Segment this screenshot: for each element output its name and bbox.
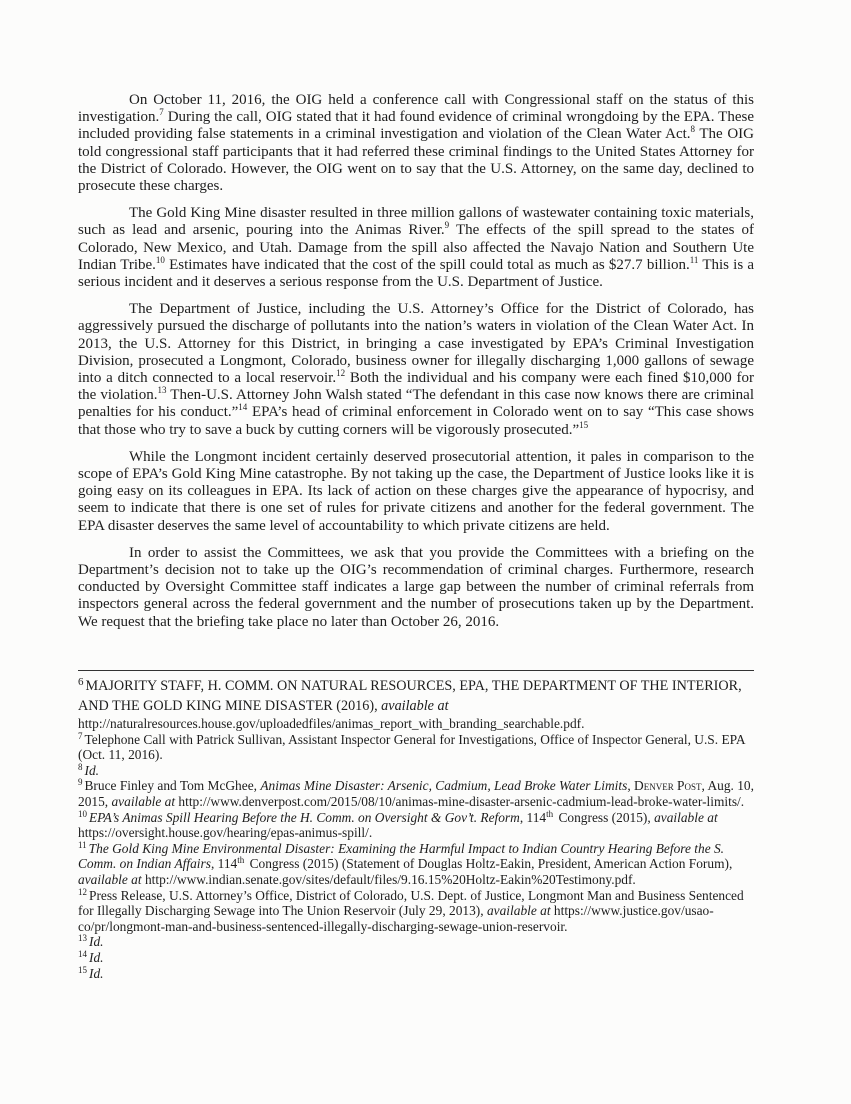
footnote-number: 7 — [78, 730, 83, 741]
text-run: EPA’s head of criminal enforcement in Colorado went on to say “This case shows that those who try to save a buck by cutting corners will be vigorously prosecuted.” — [78, 404, 754, 438]
text-run: On October 11, 2016, the OIG held a conference call with Congressional staff on the status of this investigation. — [78, 92, 754, 126]
footnote-number: 14 — [78, 948, 87, 959]
text-run: Congress (2015) (Statement of Douglas Holtz-Eakin, President, American Action Forum), — [246, 856, 733, 872]
text-run: The Gold King Mine disaster resulted in three million gallons of wastewater containing toxic materials, such as lead and arsenic, pouring into the Animas River. — [78, 205, 754, 239]
footnote-number: 13 — [78, 933, 87, 944]
footnote-number: 12 — [78, 886, 87, 897]
footnote-reference: 12 — [336, 368, 346, 379]
footnote-number: 11 — [78, 839, 87, 850]
text-run: This is a serious incident and it deserves a serious response from the U.S. Department of Justice. — [78, 256, 754, 291]
paragraph-p3 — [78, 301, 754, 439]
text-run: Then-U.S. Attorney John Walsh stated “The defendant in this case now knows there are criminal penalties for his conduct.” — [78, 387, 755, 421]
footnote-reference: 9 — [444, 220, 450, 231]
text-run: , 114 — [210, 856, 238, 872]
small-caps-text: Denver Post — [634, 778, 702, 794]
italic-text: The Gold King Mine Environmental Disaster: Examining the Harmful Impact to Indian Country Hearing Before the S. Comm. on Indian Affairs — [78, 840, 725, 872]
footnote-reference: 8 — [690, 124, 696, 135]
italic-text: Id. — [89, 949, 104, 965]
text-run: , — [627, 778, 635, 794]
footnote-reference: th — [546, 808, 554, 819]
italic-text: Id. — [89, 965, 104, 981]
footnote-fn6b — [78, 716, 754, 732]
text-run: While the Longmont incident certainly deserved prosecutorial attention, it pales in comparison to the scope of EPA’s Gold King Mine catastrophe. By not taking up the case, the Department of Justice looks like it is going easy on its colleagues in EPA. Its lack of action on these charges give the appearance of hypocrisy, and seem to indicate that there is one set of rules for private citizens and another for the federal government. The EPA disaster deserves the same level of accountability to which private citizens are held. — [78, 448, 754, 534]
paragraph-p5 — [78, 545, 754, 631]
footnote-divider — [78, 670, 754, 671]
text-run: https://www.justice.gov/usao-co/pr/longmont-man-and-business-sentenced-illegally-discharging-sewage-union-reservoir. — [78, 903, 714, 934]
footnote-fn11 — [78, 841, 754, 888]
text-run: http://naturalresources.house.gov/uploadedfiles/animas_report_with_branding_searchable.pdf. — [78, 716, 585, 731]
text-run: Telephone Call with Patrick Sullivan, Assistant Inspector General for Investigations, Office of Inspector General, U.S. EPA (Oct. 11, 2016). — [78, 731, 745, 763]
text-run: https://oversight.house.gov/hearing/epas-animus-spill/. — [78, 825, 373, 841]
footnotes-section — [78, 676, 754, 981]
footnote-number: 9 — [78, 777, 83, 788]
paragraph-p4 — [78, 449, 754, 535]
paragraph-p1 — [78, 92, 754, 195]
footnote-reference: 11 — [689, 254, 699, 265]
text-run: http://www.denverpost.com/2015/08/10/animas-mine-disaster-arsenic-cadmium-lead-broke-water-limits/. — [175, 793, 745, 809]
footnote-fn7 — [78, 732, 754, 763]
text-run: Press Release, U.S. Attorney’s Office, District of Colorado, U.S. Dept. of Justice, Longmont Man and Business Sentenced for Illegally Discharging Sewage into The Union Reservoir (July 29, 2013), — [78, 887, 744, 919]
letter-body — [78, 92, 754, 631]
footnote-fn15 — [78, 966, 754, 982]
italic-text: available at — [78, 871, 142, 887]
text-run: During the call, OIG stated that it had found evidence of criminal wrongdoing by the EPA. These included providing false statements in a criminal investigation and violation of the Clean Water Act. — [78, 109, 754, 143]
italic-text: Animas Mine Disaster: Arsenic, Cadmium, Lead Broke Water Limits — [260, 778, 628, 794]
italic-text: available at — [654, 809, 718, 825]
text-run: Bruce Finley and Tom McGhee, — [84, 778, 261, 794]
paragraph-p2 — [78, 205, 754, 291]
footnote-reference: 10 — [155, 254, 165, 265]
footnote-reference: 14 — [238, 402, 248, 413]
footnote-fn9 — [78, 778, 754, 809]
text-run: Estimates have indicated that the cost of the spill could total as much as $27.7 billion. — [164, 256, 690, 273]
text-run: The effects of the spill spread to the states of Colorado, New Mexico, and Utah. Damage from the spill also affected the Navajo Nation and Southern Ute Indian Tribe. — [78, 222, 754, 273]
footnote-fn13 — [78, 934, 754, 950]
text-run: In order to assist the Committees, we ask that you provide the Committees with a briefing on the Department’s decision not to take up the OIG’s recommendation of criminal charges. Furthermore, research conducted by Oversight Committee staff indicates a large gap between the number of criminal referrals from inspectors general across the federal government and the number of prosecutions taken up by the Department. We request that the briefing take place no later than October 26, 2016. — [78, 544, 754, 630]
italic-text: Id. — [89, 934, 104, 950]
italic-text: EPA’s Animas Spill Hearing Before the H. Comm. on Oversight & Gov’t. Reform — [89, 809, 520, 825]
footnote-reference: 13 — [157, 385, 167, 396]
footnote-fn10 — [78, 810, 754, 841]
footnote-reference: 7 — [159, 107, 164, 118]
text-run: The OIG told congressional staff participants that it had referred these criminal findings to the United States Attorney for the District of Colorado. However, the OIG went on to say that the U.S. Attorney, on the same day, declined to prosecute these charges. — [78, 126, 754, 195]
footnote-fn8 — [78, 763, 754, 779]
text-run: MAJORITY STAFF, H. COMM. ON NATURAL RESOURCES, EPA, THE DEPARTMENT OF THE INTERIOR, AND THE GOLD KING MINE DISASTER (2016), — [78, 678, 742, 714]
footnote-fn14 — [78, 950, 754, 966]
italic-text: Id. — [84, 762, 100, 778]
italic-text: available at — [486, 903, 551, 919]
footnote-reference: 15 — [579, 419, 589, 430]
italic-text: available at — [111, 793, 176, 809]
footnote-fn12 — [78, 888, 754, 935]
footnote-fn6 — [78, 676, 754, 716]
footnote-number: 8 — [78, 761, 83, 772]
text-run: Both the individual and his company were each fined $10,000 for the violation. — [78, 370, 754, 404]
footnote-number: 15 — [78, 964, 87, 975]
text-run: , Aug. 10, 2015, — [78, 778, 754, 809]
footnote-number: 10 — [78, 808, 87, 819]
text-run: The Department of Justice, including the U.S. Attorney’s Office for the District of Colorado, has aggressively pursued the discharge of pollutants into the nation’s waters in violation of the Clean Water Act. In 2013, the U.S. Attorney for this District, in bringing a case investigated by EPA’s Criminal Investigation Division, prosecuted a Longmont, Colorado, business owner for illegally discharging 1,000 gallons of sewage into a ditch connected to a local reservoir. — [78, 301, 754, 387]
footnote-number: 6 — [78, 676, 84, 688]
text-run: http://www.indian.senate.gov/sites/default/files/9.16.15%20Holtz-Eakin%20Testimony.pdf. — [141, 871, 636, 887]
text-run: Congress (2015), — [555, 809, 655, 825]
footnote-reference: th — [237, 855, 245, 866]
text-run: , 114 — [519, 809, 547, 825]
italic-text: available at — [381, 698, 449, 714]
